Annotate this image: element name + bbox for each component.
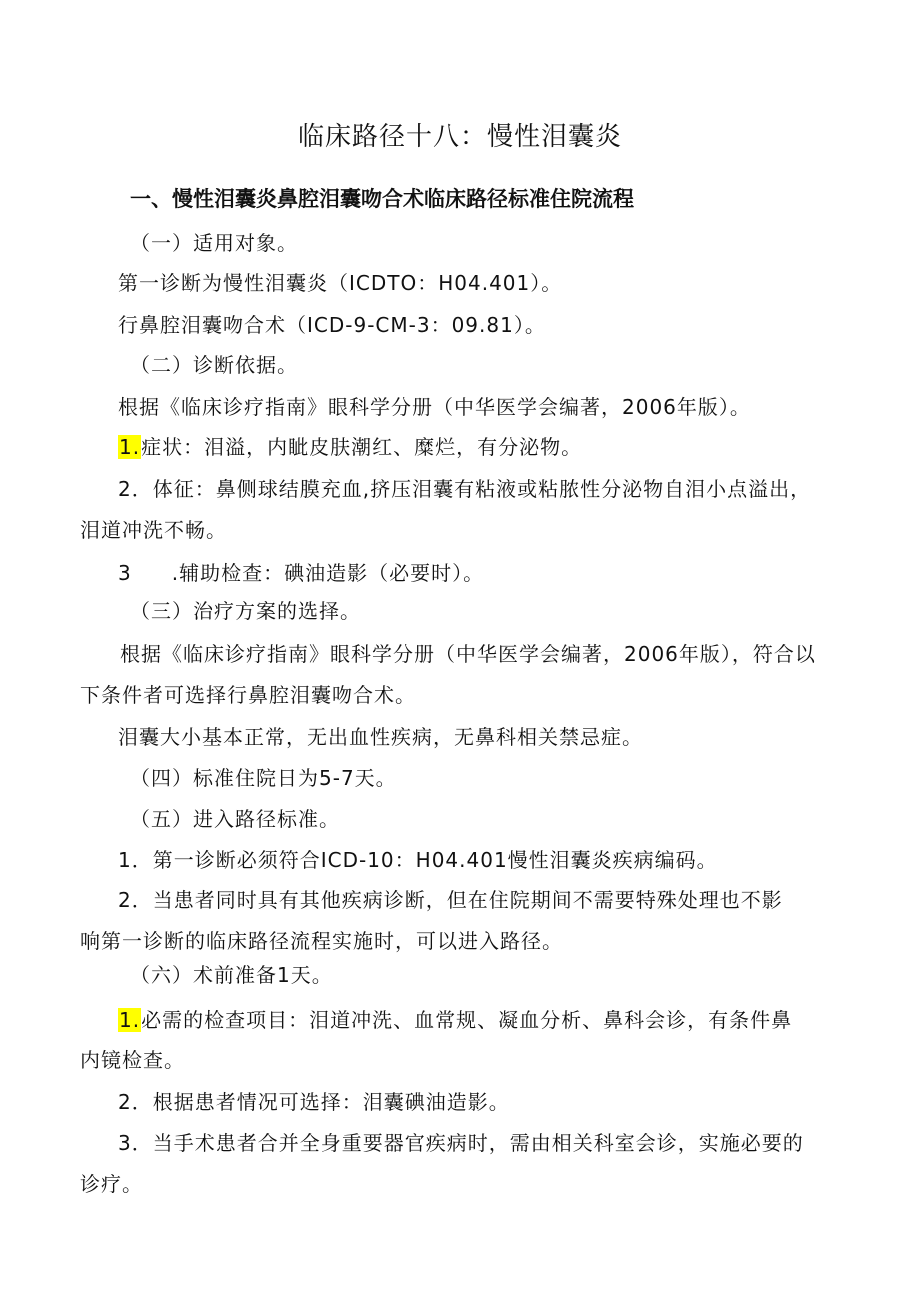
paragraph-guideline-reference: 根据《临床诊疗指南》眼科学分册（中华医学会编著，2006年版）。 (118, 395, 751, 419)
subsection-entry-criteria: （五）进入路径标准。 (130, 807, 340, 831)
symptoms-text: 症状：泪溢，内眦皮肤潮红、糜烂，有分泌物。 (141, 435, 583, 459)
highlighted-number: 1. (119, 435, 141, 459)
paragraph-entry-2-line-1: 2．当患者同时具有其他疾病诊断，但在住院期间不需要特殊处理也不影 (118, 888, 783, 912)
paragraph-procedure: 行鼻腔泪囊吻合术（ICD-9-CM-3：09.81）。 (118, 313, 546, 337)
subsection-applicable-objects: （一）适用对象。 (130, 231, 298, 255)
paragraph-consultation-line-2: 诊疗。 (80, 1172, 143, 1196)
paragraph-treatment-line-1: 根据《临床诊疗指南》眼科学分册（中华医学会编著，2006年版），符合以 (120, 642, 816, 666)
paragraph-auxiliary-exam (118, 560, 484, 586)
required-exams-text: 必需的检查项目：泪道冲洗、血常规、凝血分析、鼻科会诊，有条件鼻 (141, 1008, 793, 1032)
subsection-treatment-choice: （三）治疗方案的选择。 (130, 599, 361, 623)
paragraph-conditions: 泪囊大小基本正常，无出血性疾病，无鼻科相关禁忌症。 (118, 725, 643, 749)
paragraph-signs-line-1: 2．体征：鼻侧球结膜充血,挤压泪囊有粘液或粘脓性分泌物自泪小点溢出， (118, 477, 812, 501)
section-heading-1: 一、慢性泪囊炎鼻腔泪囊吻合术临床路径标准住院流程 (130, 187, 634, 211)
paragraph-required-exams-line-2: 内镜检查。 (80, 1048, 185, 1072)
document-title: 临床路径十八：慢性泪囊炎 (297, 122, 622, 152)
auxiliary-number: 3 (118, 561, 132, 585)
auxiliary-text: .辅助检查：碘油造影（必要时）。 (171, 561, 485, 585)
paragraph-entry-1: 1．第一诊断必须符合ICD-10：H04.401慢性泪囊炎疾病编码。 (118, 848, 718, 872)
paragraph-required-exams-line-1 (118, 1007, 792, 1033)
paragraph-first-diagnosis: 第一诊断为慢性泪囊炎（ICDTO：H04.401）。 (118, 271, 563, 295)
paragraph-treatment-line-2: 下条件者可选择行鼻腔泪囊吻合术。 (80, 683, 416, 707)
paragraph-optional-exams: 2．根据患者情况可选择：泪囊碘油造影。 (118, 1090, 510, 1114)
subsection-standard-stay: （四）标准住院日为5-7天。 (130, 766, 397, 790)
paragraph-signs-line-2: 泪道冲洗不畅。 (80, 518, 227, 542)
subsection-diagnosis-basis: （二）诊断依据。 (130, 353, 298, 377)
paragraph-symptoms (118, 434, 582, 460)
paragraph-entry-2-line-2: 响第一诊断的临床路径流程实施时，可以进入路径。 (80, 929, 563, 953)
paragraph-consultation-line-1: 3．当手术患者合并全身重要器官疾病时，需由相关科室会诊，实施必要的 (118, 1131, 804, 1155)
subsection-preop-preparation: （六）术前准备1天。 (130, 963, 333, 987)
highlighted-number: 1. (119, 1008, 141, 1032)
